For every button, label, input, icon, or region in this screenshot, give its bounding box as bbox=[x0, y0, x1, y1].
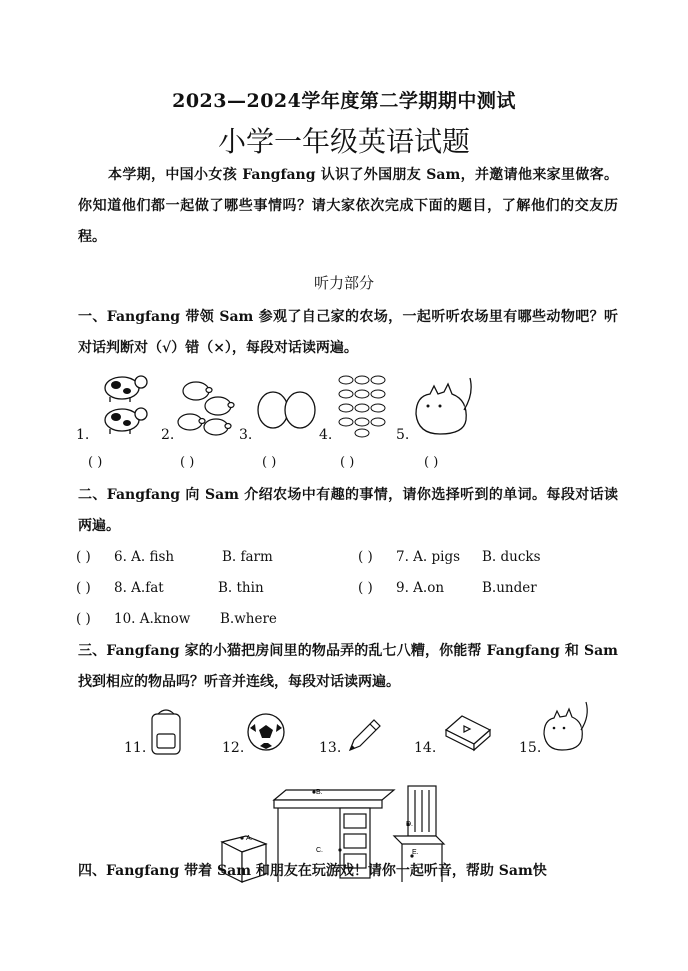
option-b: B. thin bbox=[218, 580, 264, 596]
cows-icon bbox=[96, 372, 156, 440]
scene-label-c: C. bbox=[316, 847, 323, 854]
scene-label-a: A. bbox=[246, 835, 253, 842]
section-title: 听力部分 bbox=[313, 274, 374, 292]
exam-subtitle: 小学一年级英语试题 bbox=[217, 125, 470, 158]
eggs-icon bbox=[256, 390, 318, 430]
desk-top bbox=[274, 790, 394, 800]
item-number: 14. bbox=[414, 740, 437, 756]
scene-label-b: B. bbox=[316, 789, 323, 796]
question-9: 9. A.on bbox=[396, 580, 445, 596]
item-number: 13. bbox=[319, 740, 342, 756]
answer-blank[interactable]: ( ) bbox=[76, 611, 91, 627]
exam-title: 2023—2024学年度第二学期期中测试 bbox=[172, 90, 516, 112]
item-number: 2. bbox=[161, 427, 175, 443]
part2-choices bbox=[76, 549, 616, 639]
part1-answer-row bbox=[76, 455, 616, 475]
birds-icon bbox=[334, 372, 396, 438]
item-number: 5. bbox=[396, 427, 410, 443]
item-number: 12. bbox=[222, 740, 245, 756]
part3-instruction: 三、Fangfang 家的小猫把房间里的物品弄的乱七八糟，你能帮 Fangfang 和 Sam 找到相应的物品吗？听音并连线，每段对话读两遍。 bbox=[78, 643, 618, 690]
option-b: B. farm bbox=[222, 549, 273, 565]
option-b: B.where bbox=[220, 611, 277, 627]
answer-blank[interactable]: ( ) bbox=[76, 580, 91, 596]
soccer-ball-icon bbox=[246, 712, 286, 752]
question-6: 6. A. fish bbox=[114, 549, 175, 565]
cat-icon bbox=[410, 374, 476, 440]
item-number: 3. bbox=[239, 427, 253, 443]
intro-paragraph: 本学期，中国小女孩 Fangfang 认识了外国朋友 Sam，并邀请他来家里做客。你知道他们都一起做了哪些事情吗？请大家依次完成下面的题目，了解他们的交友历程。 bbox=[78, 167, 618, 245]
part1-pictures bbox=[76, 372, 616, 447]
question-8: 8. A.fat bbox=[114, 580, 164, 596]
answer-blank[interactable]: ( ) bbox=[262, 455, 277, 470]
option-b: B.under bbox=[482, 580, 537, 596]
scene-label-e: E. bbox=[412, 849, 419, 856]
book-icon bbox=[442, 712, 494, 752]
part1-instruction: 一、Fangfang 带领 Sam 参观了自己家的农场，一起听听农场里有哪些动物吧？听对话判断对（√）错（×），每段对话读两遍。 bbox=[78, 309, 618, 356]
item-number: 15. bbox=[519, 740, 542, 756]
option-b: B. ducks bbox=[482, 549, 541, 565]
answer-blank[interactable]: ( ) bbox=[180, 455, 195, 470]
answer-blank[interactable]: ( ) bbox=[88, 455, 103, 470]
item-number: 4. bbox=[319, 427, 333, 443]
scene-label-d: D. bbox=[406, 821, 413, 828]
answer-blank[interactable]: ( ) bbox=[340, 455, 355, 470]
answer-blank[interactable]: ( ) bbox=[358, 580, 373, 596]
pencil-icon bbox=[344, 714, 384, 754]
item-number: 11. bbox=[124, 740, 147, 756]
cat-icon bbox=[540, 700, 592, 754]
answer-blank[interactable]: ( ) bbox=[358, 549, 373, 565]
answer-blank[interactable]: ( ) bbox=[424, 455, 439, 470]
answer-blank[interactable]: ( ) bbox=[76, 549, 91, 565]
item-number: 1. bbox=[76, 427, 90, 443]
part2-instruction: 二、Fangfang 向 Sam 介绍农场中有趣的事情，请你选择听到的单词。每段对话读两遍。 bbox=[78, 487, 618, 534]
part4-instruction: 四、Fangfang 带着 Sam 和朋友在玩游戏！请你一起听音，帮助 Sam快 bbox=[78, 863, 547, 879]
backpack-icon bbox=[148, 706, 184, 756]
part3-pictures bbox=[76, 700, 616, 760]
question-10: 10. A.know bbox=[114, 611, 191, 627]
question-7: 7. A. pigs bbox=[396, 549, 461, 565]
pigs-icon bbox=[176, 376, 238, 438]
